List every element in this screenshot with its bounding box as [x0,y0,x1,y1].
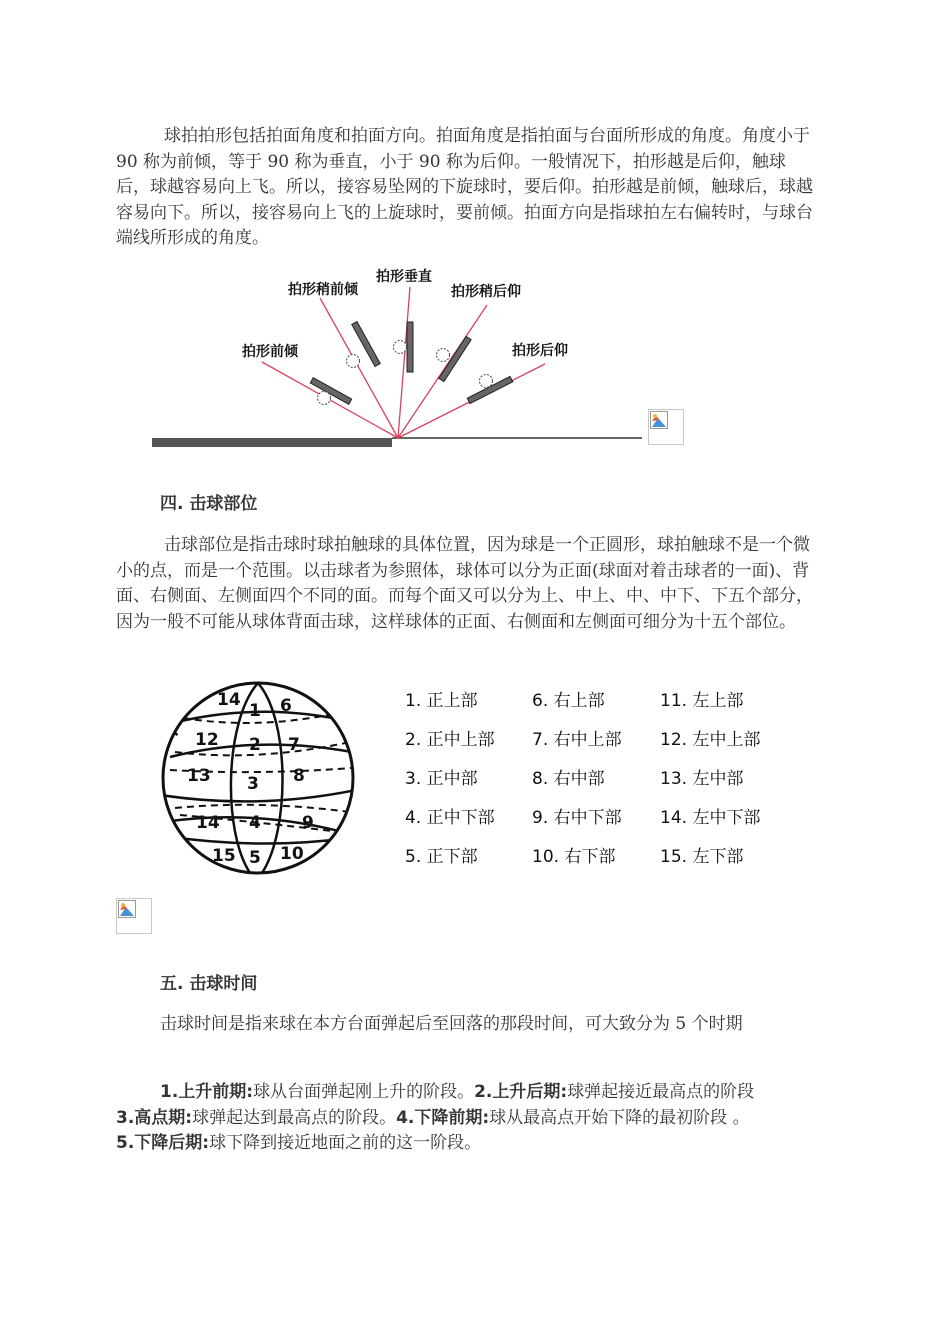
ball-contact-diagram [160,678,360,878]
ball-label-3: 3 [247,774,259,794]
heading-hitting-time: 五. 击球时间 [160,974,258,994]
legend-item: 9. 右中下部 [532,808,622,828]
legend-item: 10. 右下部 [532,847,616,867]
legend-item: 7. 右中上部 [532,730,622,750]
racket-angle-paragraph: 球拍拍形包括拍面角度和拍面方向。拍面角度是指拍面与台面所形成的角度。角度小于 90 称为前倾，等于 90 称为垂直，小于 90 称为后仰。一般情况下，拍形越是后仰，触球后，球越容易向上飞。所以，接容易坠网的下旋球时，要后仰。拍形越是前倾，触球后，球越容易向下。所以，接容易向上飞的上旋球时，要前倾。拍面方向是指球拍左右偏转时，与球台端线所形成的角度。 [116,126,813,248]
legend-item: 15. 左下部 [660,847,744,867]
legend-item: 1. 正上部 [405,691,478,711]
label-slight-forward: 拍形稍前倾 [288,282,358,298]
ball-label-8: 8 [293,766,305,786]
heading-contact-point: 四. 击球部位 [160,494,258,514]
ball-label-14: 14 [196,813,220,833]
trajectory-rays [262,287,545,438]
table-surface [152,438,392,447]
broken-image-icon [116,898,152,934]
stage-label: 5.下降后期: [116,1133,210,1153]
ball-label-2: 2 [249,735,261,755]
label-vertical: 拍形垂直 [376,269,432,285]
stage-label: 4.下降前期: [396,1107,490,1128]
legend-item: 2. 正中上部 [405,730,495,750]
timing-stages [116,1080,816,1157]
legend-item: 14. 左中下部 [660,808,761,828]
stage-text: 球从台面弹起刚上升的阶段。 [253,1082,475,1102]
contact-point-paragraph: 击球部位是指击球时球拍触球的具体位置，因为球是一个正圆形，球拍触球不是一个微小的点，而是一个范围。以击球者为参照体，球体可以分为正面(球面对着击球者的一面)、背面、右侧面、左侧面四个不同的面。而每个面又可以分为上、中上、中、中下、下五个部分，因为一般不可能从球体背面击球，这样球体的正面、右侧面和左侧面可细分为十五个部位。 [116,535,813,632]
stage-label: 3.高点期: [116,1107,193,1128]
ball-label-12: 12 [195,730,219,750]
legend-item: 8. 右中部 [532,769,605,789]
broken-image-icon [648,409,684,445]
ball-label-13: 13 [187,766,211,786]
ball-label-4: 4 [249,813,261,833]
legend-item: 6. 右上部 [532,691,605,711]
stage-text: 球下降到接近地面之前的这一阶段。 [209,1133,482,1153]
ball-label-10: 10 [280,844,304,864]
legend-item: 12. 左中上部 [660,730,761,750]
hitting-time-paragraph: 击球时间是指来球在本方台面弹起后至回落的那段时间，可大致分为 5 个时期 [160,1014,743,1034]
label-slight-back: 拍形稍后仰 [451,284,521,300]
stage-label: 1.上升前期: [160,1082,254,1102]
ball-label-5: 5 [249,848,261,868]
legend-item: 3. 正中部 [405,769,478,789]
legend-item: 4. 正中下部 [405,808,495,828]
legend-item: 11. 左上部 [660,691,744,711]
stage-text: 球弹起达到最高点的阶段。 [192,1107,397,1128]
ball-label-1: 1 [249,701,261,721]
stage-text: 球弹起接近最高点的阶段 [567,1082,755,1102]
racket-angle-figure [140,262,660,452]
stage-label: 2.上升后期: [474,1082,568,1102]
label-back: 拍形后仰 [512,343,568,359]
ball-label-9: 9 [302,813,314,833]
legend-item: 5. 正下部 [405,847,478,867]
ball-label-15: 15 [212,846,236,866]
ball-label-6: 6 [280,696,292,716]
stage-text: 球从最高点开始下降的最初阶段 。 [489,1107,750,1128]
ball-label-7: 7 [288,735,300,755]
ball-label-14-top: 14 [217,690,241,710]
label-forward: 拍形前倾 [242,344,298,360]
legend-item: 13. 左中部 [660,769,744,789]
